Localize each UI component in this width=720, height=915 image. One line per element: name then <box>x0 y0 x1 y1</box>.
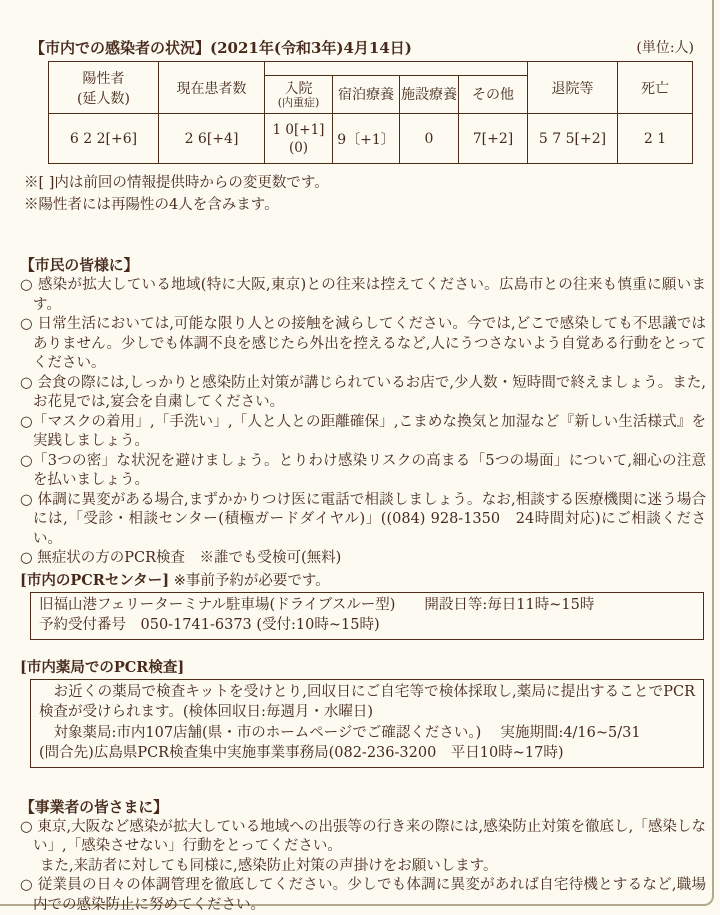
pharmacy-box <box>30 679 704 768</box>
business-bullet-travel: ○ 東京,大阪など感染が拡大している地域への出張等の行き来の際には,感染防止対策を徹底し,「感染しない」,「感染させない」行動をとってください。 <box>20 818 706 854</box>
pharmacy-heading <box>20 658 706 678</box>
citizens-bullet-pcr-free: ○ 無症状の方のPCR検査 ※誰でも受検可(無料) <box>20 550 342 566</box>
section-heading-citizens: 【市民の皆様に】 <box>20 257 139 274</box>
th-hospitalized <box>265 76 333 114</box>
section-heading-business: 【事業者の皆さまに】 <box>20 798 168 816</box>
th-other: その他 <box>459 76 528 114</box>
citizens-bullet-dining: ○ 会食の際には,しっかりと感染防止対策が講じられているお店で,少人数・短時間で終えましょう。また,お花見では,宴会を自粛してください。 <box>20 374 706 410</box>
val-discharged: 5 7 5[+2] <box>528 114 618 164</box>
val-other: 7[+2] <box>459 114 528 164</box>
th-current-patients: 現在患者数 <box>159 62 265 114</box>
pharmacy-target-line: 対象薬局:市内107店舗(県・市のホームページでご確認ください。) 実施期間:4/16~5/31 <box>39 724 641 741</box>
pharmacy-contact-line: (問合先)広島県PCR検査集中実施事業事務局(082-236-3200 平日10時~17時) <box>39 745 564 761</box>
th-facility-care: 施設療養 <box>400 76 459 114</box>
val-hospitalized-main: 1 0[+1] <box>272 121 325 138</box>
pharmacy-heading-label: [市内薬局でのPCR検査] <box>20 658 185 676</box>
val-positive: 6 2 2[+6] <box>49 114 159 164</box>
section-pharmacy <box>20 658 706 768</box>
pcr-center-location-line: 旧福山港フェリーターミナル駐車場(ドライブスルー型) 開設日等:毎日11時~15時 <box>39 596 595 613</box>
citizens-bullet-new-lifestyle: ○「マスクの着用」,「手洗い」,「人と人との距離確保」,こまめな換気と加湿など『新しい生活様式』を実践しましょう。 <box>20 413 706 449</box>
val-hospitalized-severe: (0) <box>288 139 309 156</box>
pcr-center-reservation-note: ※事前予約が必要です。 <box>173 572 330 589</box>
business-bullet-health: ○ 従業員の日々の体調管理を徹底してください。少しでも体調に異変があれば自宅待機とするなど,職場内での感染防止に努めてください。 <box>20 877 706 913</box>
th-positive <box>49 62 159 114</box>
business-visitors-line: また,来訪者に対しても同様に,感染防止対策の声掛けをお願いします。 <box>40 857 498 874</box>
pcr-center-box <box>30 592 704 640</box>
section-business <box>20 798 706 915</box>
pcr-center-heading-label: [市内のPCRセンター] <box>20 571 170 589</box>
th-deaths: 死亡 <box>618 62 693 114</box>
page-title: 【市内での感染者の状況】(2021年(令和3年)4月14日) <box>30 39 412 57</box>
citizens-bullet-travel: ○ 感染が拡大している地域(特に大阪,東京)との往来は控えてください。広島市との往来も慎重に願います。 <box>20 277 706 313</box>
pharmacy-procedure-line: お近くの薬局で検査キットを受けとり,回収日にご自宅等で検体採取し,薬局に提出することでPCR検査が受けられます。(検体回収日:毎週月・水曜日) <box>39 683 695 720</box>
val-facility-care: 0 <box>400 114 459 164</box>
document-header <box>30 38 694 58</box>
th-positive-line1: 陽性者 <box>82 70 125 87</box>
pcr-center-phone-line: 予約受付番号 050-1741-6373 (受付:10時~15時) <box>39 617 380 633</box>
val-deaths: 2 1 <box>618 114 693 164</box>
val-current-patients: 2 6[+4] <box>159 114 265 164</box>
th-positive-line2: (延人数) <box>77 90 130 107</box>
section-citizens <box>20 256 706 640</box>
th-breakdown-spacer <box>265 62 528 76</box>
table-footnotes <box>24 172 720 216</box>
val-hospitalized <box>265 114 333 164</box>
citizens-bullet-consult: ○ 体調に異変がある場合,まずかかりつけ医に電話で相談しましょう。なお,相談する医療機関に迷う場合には,「受診・相談センター(積極ガードダイヤル)」((084) 928-1350 24時間対応)にご相談ください。 <box>20 491 706 547</box>
unit-label: (単位:人) <box>636 40 694 56</box>
citizens-bullet-daily-life: ○ 日常生活においては,可能な限り人との接触を減らしてください。今では,どこで感染しても不思議ではありません。少しでも体調不良を感じたら外出を控えるなど,人にうつさないよう自覚ある行動をとってください。 <box>20 316 706 371</box>
th-discharged: 退院等 <box>528 62 618 114</box>
th-hospitalized-line2: (内重症) <box>277 95 320 109</box>
citizens-bullet-three-cs: ○「3つの密」な状況を避けましょう。とりわけ感染リスクの高まる「5つの場面」について,細心の注意を払いましょう。 <box>20 452 706 488</box>
infection-status-table <box>48 61 693 164</box>
footnote-repositive: ※陽性者には再陽性の4人を含みます。 <box>24 197 279 213</box>
th-hotel-care: 宿泊療養 <box>333 76 400 114</box>
footnote-brackets: ※[ ]内は前回の情報提供時からの変更数です。 <box>24 175 329 191</box>
val-hotel-care: 9〔+1〕 <box>333 114 400 164</box>
pcr-center-heading <box>20 571 706 591</box>
th-hospitalized-line1: 入院 <box>284 80 313 97</box>
